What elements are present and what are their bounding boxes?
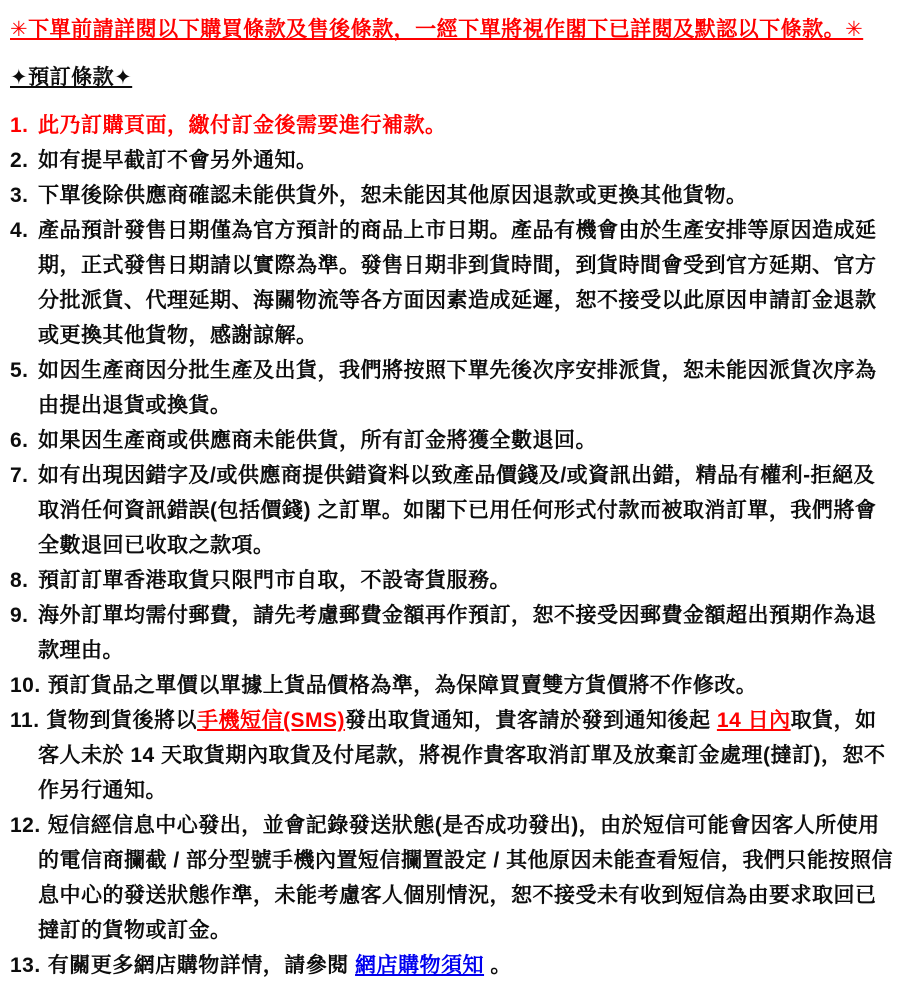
term-number: 10. <box>10 674 41 697</box>
term-number: 9. <box>10 604 29 627</box>
term-text <box>38 604 877 662</box>
term-item-10 <box>10 668 893 703</box>
term-number: 6. <box>10 429 29 452</box>
plain-text: 海外訂單均需付郵費，請先考慮郵費金額再作預訂，恕不接受因郵費金額超出預期作為退款理由。 <box>38 604 877 662</box>
term-text <box>38 814 893 942</box>
term-number: 13. <box>10 954 41 977</box>
plain-text: 取貨，如客人未於 14 天取貨期內取貨及付尾款，將視作貴客取消訂單及放棄訂金處理(撻訂)，恕不作另行通知。 <box>38 709 886 802</box>
term-item-11 <box>10 703 893 808</box>
term-text <box>38 149 318 172</box>
plain-text: 短信經信息中心發出，並會記錄發送狀態(是否成功發出)，由於短信可能會因客人所使用的電信商攔截 / 部分型號手機內置短信攔置設定 / 其他原因未能查看短信，我們只能按照信息中心的發送狀態作準，未能考慮客人個別情況，恕不接受未有收到短信為由要求取回已撻訂的貨物或訂金。 <box>38 814 894 942</box>
term-item-6 <box>10 423 893 458</box>
term-text <box>38 429 597 452</box>
term-number: 8. <box>10 569 29 592</box>
plain-text: 如因生產商因分批生產及出貨，我們將按照下單先後次序安排派貨，恕未能因派貨次序為由提出退貨或換貨。 <box>38 359 877 417</box>
term-item-12 <box>10 808 893 948</box>
term-text <box>38 569 511 592</box>
term-item-1 <box>10 108 893 143</box>
term-number: 1. <box>10 114 29 137</box>
term-item-13 <box>10 948 893 983</box>
plain-text: 產品預計發售日期僅為官方預計的商品上市日期。產品有機會由於生產安排等原因造成延期，正式發售日期請以實際為準。發售日期非到貨時間，到貨時間會受到官方延期、官方分批派貨、代理延期、海關物流等各方面因素造成延遲，恕不接受以此原因申請訂金退款或更換其他貨物，感謝諒解。 <box>38 219 877 347</box>
term-number: 5. <box>10 359 29 382</box>
page-title: ✳下單前請詳閱以下購買條款及售後條款，一經下單將視作閣下已詳閱及默認以下條款。✳ <box>10 18 864 41</box>
term-item-3 <box>10 178 893 213</box>
plain-text: 發出取貨通知，貴客請於發到通知後起 <box>345 709 717 732</box>
term-number: 2. <box>10 149 29 172</box>
term-text <box>38 184 748 207</box>
highlighted-text: 14 日內 <box>716 709 791 732</box>
term-number: 12. <box>10 814 41 837</box>
store-shopping-notice-link[interactable]: 網店購物須知 <box>355 954 485 977</box>
term-item-4 <box>10 213 893 353</box>
term-text <box>38 114 447 137</box>
term-item-7 <box>10 458 893 563</box>
term-text <box>48 674 758 697</box>
plain-text: 。 <box>484 954 512 977</box>
plain-text: 貨物到貨後將以 <box>46 709 198 732</box>
term-text <box>38 219 877 347</box>
plain-text: 如果因生產商或供應商未能供貨，所有訂金將獲全數退回。 <box>38 429 597 452</box>
term-number: 7. <box>10 464 29 487</box>
plain-text: 有關更多網店購物詳情，請參閱 <box>47 954 356 977</box>
term-text <box>38 464 876 557</box>
term-text <box>38 709 886 802</box>
term-number: 11. <box>10 709 40 732</box>
plain-text: 如有出現因錯字及/或供應商提供錯資料以致產品價錢及/或資訊出錯，精品有權利-拒絕及取消任何資訊錯誤(包括價錢) 之訂單。如閣下已用任何形式付款而被取消訂單，我們將會全數退回已收取之款項。 <box>38 464 877 557</box>
term-item-2 <box>10 143 893 178</box>
terms-list <box>10 108 893 983</box>
section-heading: ✦預訂條款✦ <box>10 66 133 89</box>
plain-text: 如有提早截訂不會另外通知。 <box>38 149 318 172</box>
term-text <box>38 359 877 417</box>
term-item-5 <box>10 353 893 423</box>
plain-text: 預訂訂單香港取貨只限門市自取，不設寄貨服務。 <box>38 569 511 592</box>
term-item-9 <box>10 598 893 668</box>
plain-text: 下單後除供應商確認未能供貨外，恕未能因其他原因退款或更換其他貨物。 <box>38 184 748 207</box>
plain-text: 此乃訂購頁面，繳付訂金後需要進行補款。 <box>38 114 447 137</box>
highlighted-text: 手機短信(SMS) <box>197 709 346 732</box>
term-text <box>48 954 512 977</box>
term-number: 3. <box>10 184 29 207</box>
plain-text: 預訂貨品之單價以單據上貨品價格為準，為保障買賣雙方貨價將不作修改。 <box>47 674 758 697</box>
term-number: 4. <box>10 219 29 242</box>
term-item-8 <box>10 563 893 598</box>
